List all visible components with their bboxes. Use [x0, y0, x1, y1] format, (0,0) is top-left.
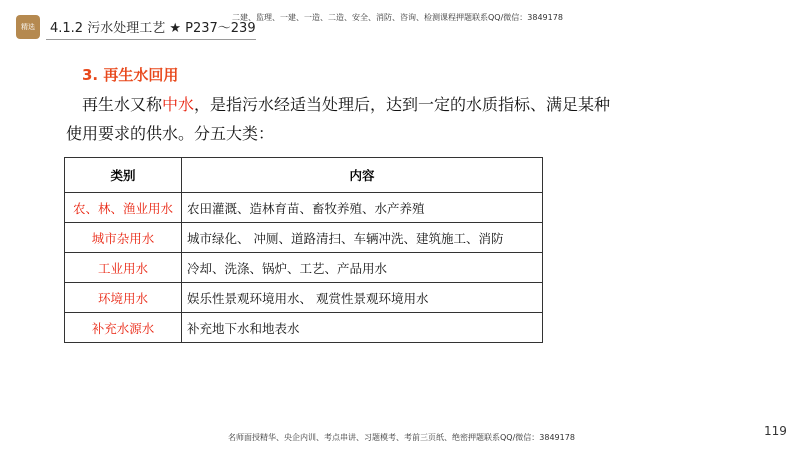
paragraph-line-1 [82, 92, 622, 115]
content-cell: 补充地下水和地表水 [182, 313, 543, 343]
content-cell: 城市绿化、 冲厕、道路清扫、车辆冲洗、建筑施工、消防 [182, 223, 543, 253]
water-use-table [64, 157, 543, 343]
category-cell: 农、林、渔业用水 [65, 193, 182, 223]
heading: 3. 再生水回用 [82, 66, 179, 84]
table-row [65, 223, 543, 253]
paragraph-line-2: 使用要求的供水。分五大类： [66, 124, 275, 143]
table-header-row [65, 158, 543, 193]
table-row [65, 313, 543, 343]
content-cell: 农田灌溉、造林育苗、畜牧养殖、水产养殖 [182, 193, 543, 223]
table-row [65, 253, 543, 283]
section-title: 4.1.2 污水处理工艺 ★ P237～239 [50, 21, 256, 36]
highlight-term: 中水 [162, 95, 195, 114]
para-text: ，是指污水经适当处理后，达到一定的水质指标、满足某种 [194, 95, 611, 114]
category-cell: 补充水源水 [65, 313, 182, 343]
category-cell: 工业用水 [65, 253, 182, 283]
content-cell: 娱乐性景观环境用水、 观赏性景观环境用水 [182, 283, 543, 313]
category-cell: 环境用水 [65, 283, 182, 313]
bottom-banner: 名师面授精华、央企内训、考点串讲、习题模考、考前三页纸、绝密押题联系QQ/微信：3849178 [228, 433, 575, 442]
table-row [65, 193, 543, 223]
title-underline [46, 39, 256, 40]
page-number: 119 [764, 424, 787, 438]
para-text: 再生水又称 [82, 95, 163, 114]
category-cell: 城市杂用水 [65, 223, 182, 253]
header-content: 内容 [182, 158, 543, 193]
header-category: 类别 [65, 158, 182, 193]
top-banner: 二建、监理、一建、一造、二造、安全、消防、咨询、检测课程押题联系QQ/微信：3849178 [232, 13, 563, 22]
content-cell: 冷却、洗涤、锅炉、工艺、产品用水 [182, 253, 543, 283]
table-row [65, 283, 543, 313]
logo: 精选 [16, 15, 40, 39]
